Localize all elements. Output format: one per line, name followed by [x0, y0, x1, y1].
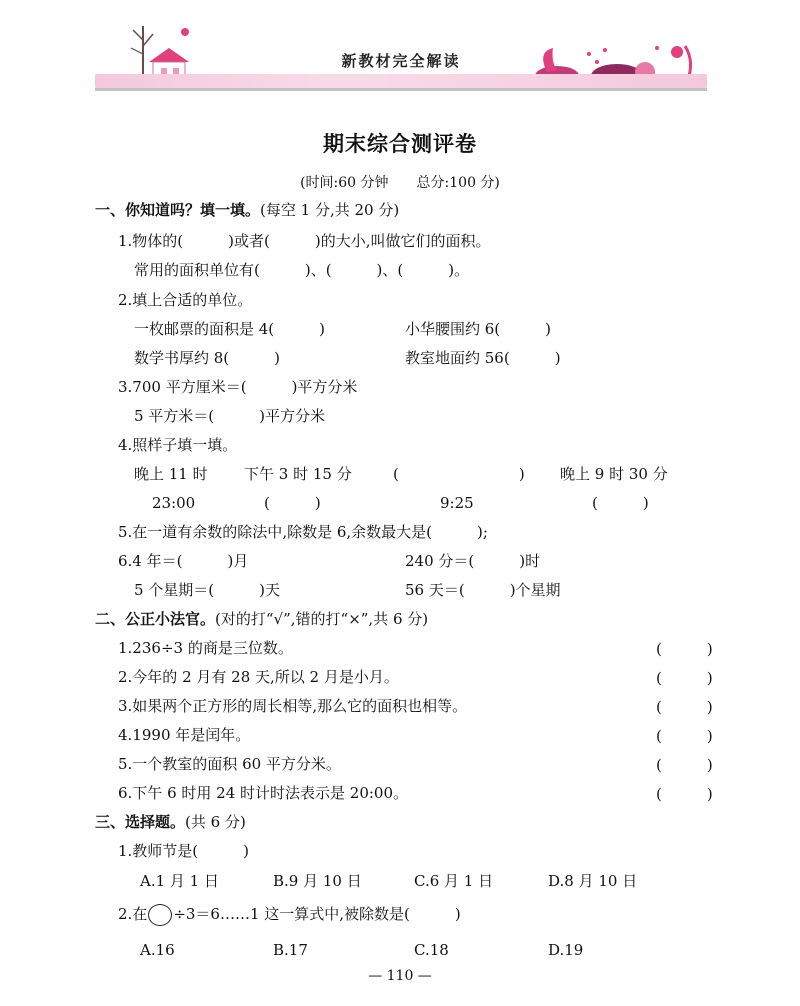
judge-blank: ( )	[656, 698, 713, 716]
time-example: 9:25	[440, 494, 474, 512]
judge-blank: ( )	[656, 785, 713, 803]
question-line: 一枚邮票的面积是 4( )	[134, 320, 326, 338]
question-line: 5.在一道有余数的除法中,除数是 6,余数最大是( );	[118, 523, 488, 541]
judge-item: 1.236÷3 的商是三位数。	[118, 639, 293, 657]
time-example: 23:00	[152, 494, 196, 512]
question-line: 6.4 年＝( )月	[118, 552, 249, 570]
question-line: 2.填上合适的单位。	[118, 291, 253, 309]
choice-option: C.18	[414, 941, 449, 959]
header-divider	[95, 88, 707, 91]
blank-circle-icon	[148, 904, 172, 926]
question-line: 常用的面积单位有( )、( )、( )。	[134, 261, 470, 279]
answer-blank: ( )	[592, 494, 649, 512]
choice-option: A.16	[140, 941, 175, 959]
section-3-heading: 三、选择题。(共 6 分)	[95, 813, 246, 831]
choice-option: C.6 月 1 日	[414, 872, 494, 890]
header-banner	[95, 14, 707, 90]
judge-item: 2.今年的 2 月有 28 天,所以 2 月是小月。	[118, 668, 399, 686]
choice-option: A.1 月 1 日	[140, 872, 219, 890]
choice-question: 1.教师节是( )	[118, 842, 250, 860]
question-line: 240 分＝( )时	[405, 552, 541, 570]
banner-title: 新教材完全解读	[341, 52, 461, 70]
judge-item: 6.下午 6 时用 24 时计时法表示是 20:00。	[118, 784, 409, 802]
time-example: 晚上 9 时 30 分	[560, 465, 668, 483]
question-line: 3.700 平方厘米＝( )平方分米	[118, 378, 358, 396]
question-line: 5 个星期＝( )天	[134, 581, 281, 599]
judge-blank: ( )	[656, 727, 713, 745]
judge-item: 5.一个教室的面积 60 平方分米。	[118, 755, 341, 773]
choice-option: D.8 月 10 日	[548, 872, 638, 890]
time-example: 下午 3 时 15 分	[244, 465, 352, 483]
time-example: 晚上 11 时	[134, 465, 208, 483]
question-line: 教室地面约 56( )	[405, 349, 561, 367]
question-line: 1.物体的( )或者( )的大小,叫做它们的面积。	[118, 232, 491, 250]
header-pink-band	[95, 74, 707, 88]
judge-blank: ( )	[656, 669, 713, 687]
judge-blank: ( )	[656, 756, 713, 774]
choice-option: D.19	[548, 941, 584, 959]
question-line: 56 天＝( )个星期	[405, 581, 561, 599]
exam-meta: (时间:60 分钟 总分:100 分)	[300, 175, 500, 191]
question-line: 小华腰围约 6( )	[405, 320, 552, 338]
question-line: 5 平方米＝( )平方分米	[134, 407, 326, 425]
page-number: — 110 —	[368, 968, 432, 984]
answer-blank: ( )	[393, 465, 525, 483]
question-line: 数学书厚约 8( )	[134, 349, 281, 367]
section-2-heading: 二、公正小法官。(对的打“√”,错的打“×”,共 6 分)	[95, 610, 429, 628]
judge-item: 3.如果两个正方形的周长相等,那么它的面积也相等。	[118, 697, 468, 715]
choice-option: B.9 月 10 日	[273, 872, 362, 890]
judge-item: 4.1990 年是闰年。	[118, 726, 251, 744]
page-title: 期末综合测评卷	[323, 131, 477, 156]
section-1-heading: 一、你知道吗？填一填。(每空 1 分,共 20 分)	[95, 201, 400, 219]
choice-option: B.17	[273, 941, 308, 959]
choice-question: 2.在 ÷3＝6……1 这一算式中,被除数是( )	[118, 904, 461, 926]
answer-blank: ( )	[264, 494, 321, 512]
question-line: 4.照样子填一填。	[118, 436, 238, 454]
judge-blank: ( )	[656, 640, 713, 658]
